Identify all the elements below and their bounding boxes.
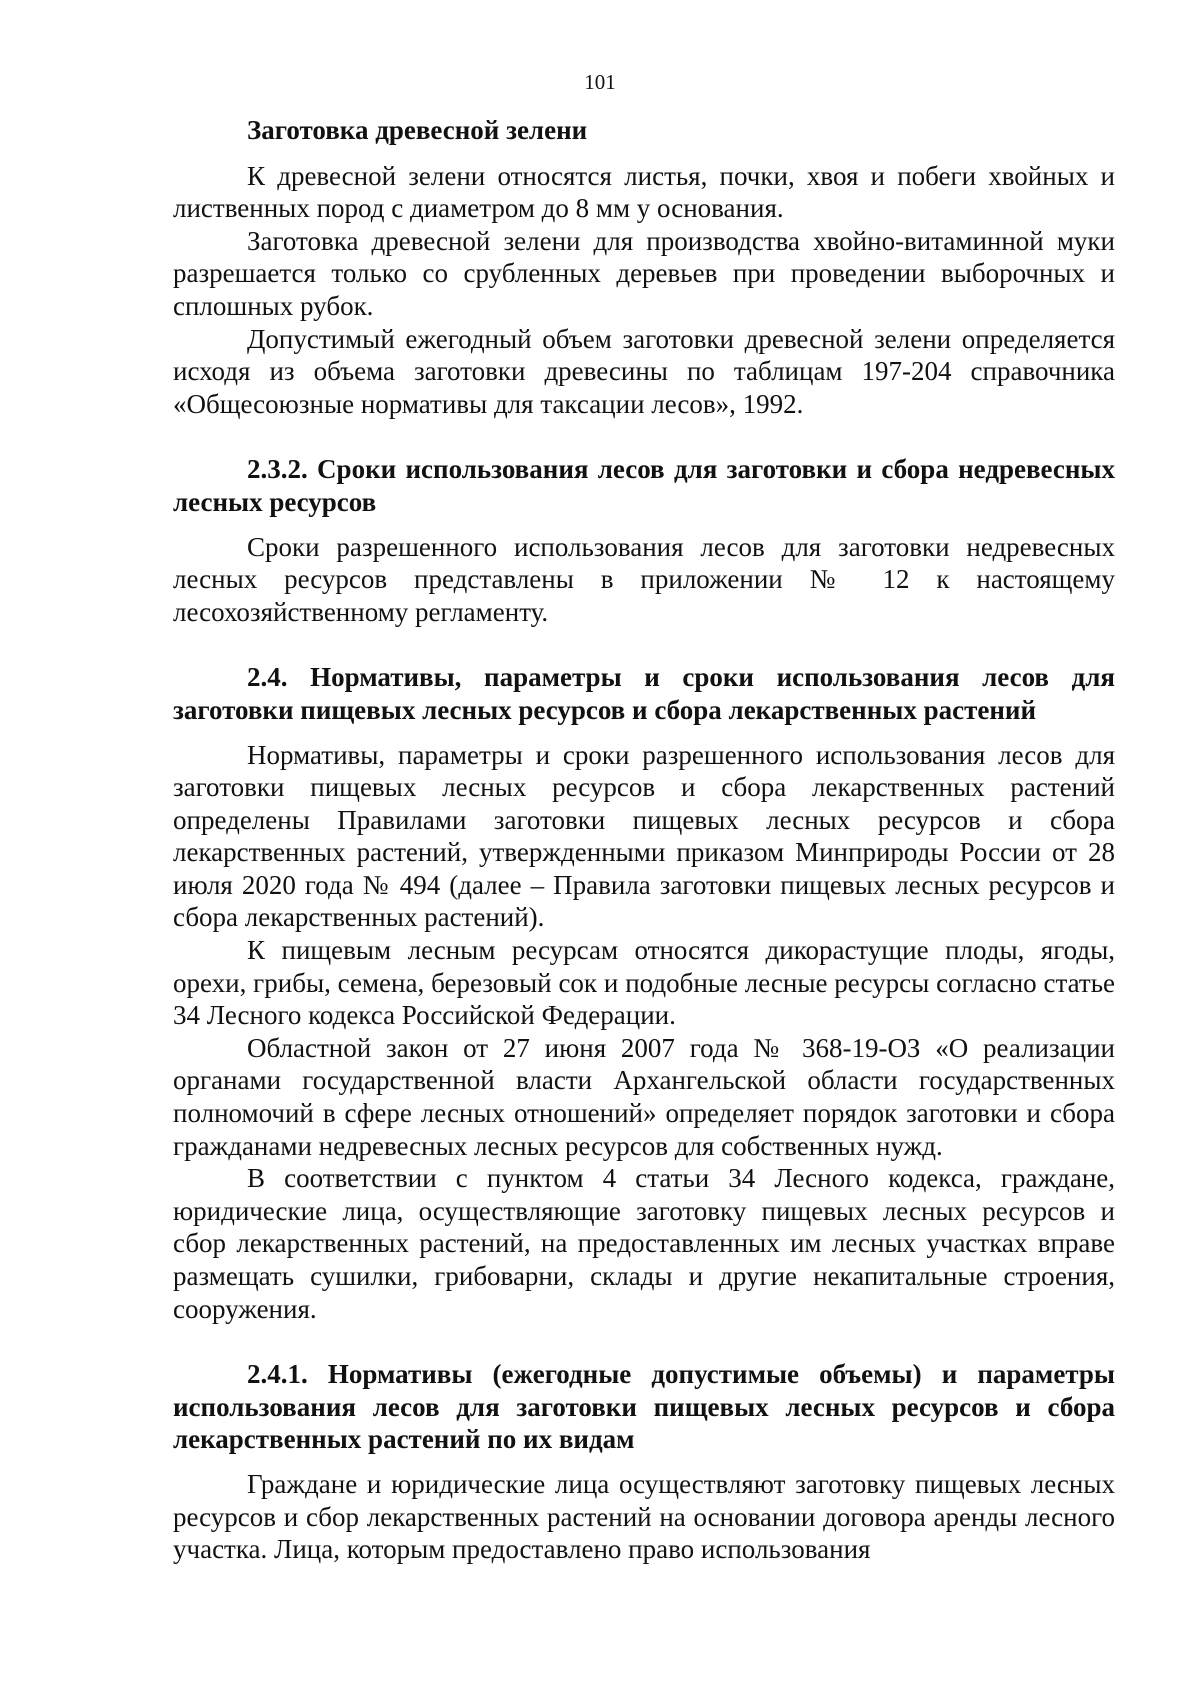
paragraph: Граждане и юридические лица осуществляют заготовку пищевых лесных ресурсов и сбор лекарственных растений на основании договора аренды лесного участка. Лица, которым предоставлено право использования (173, 1468, 1115, 1565)
paragraph: К древесной зелени относятся листья, почки, хвоя и побеги хвойных и лиственных пород с диаметром до 8 мм у основания. (173, 160, 1115, 224)
heading-section-2-3-2: 2.3.2. Сроки использования лесов для заготовки и сбора недревесных лесных ресурсов (173, 454, 1115, 517)
heading-wood-greenery: Заготовка древесной зелени (247, 115, 588, 145)
page-number: 101 (584, 70, 616, 94)
document-body (173, 114, 1115, 1566)
paragraph: Областной закон от 27 июня 2007 года № 368-19-ОЗ «О реализации органами государственной власти Архангельской области государственных полномочий в сфере лесных отношений» определяет порядок заготовки и сбора гражданами недревесных лесных ресурсов для собственных нужд. (173, 1032, 1115, 1161)
paragraph: В соответствии с пунктом 4 статьи 34 Лесного кодекса, граждане, юридические лица, осуществляющие заготовку пищевых лесных ресурсов и сбор лекарственных растений, на предоставленных им лесных участках вправе размещать сушилки, грибоварни, склады и другие некапитальные строения, сооружения. (173, 1163, 1115, 1324)
paragraph: К пищевым лесным ресурсам относятся дикорастущие плоды, ягоды, орехи, грибы, семена, березовый сок и подобные лесные ресурсы согласно статье 34 Лесного кодекса Российской Федерации. (173, 935, 1115, 1031)
paragraph: Сроки разрешенного использования лесов для заготовки недревесных лесных ресурсов представлены в приложении № 12 к настоящему лесохозяйственному регламенту. (173, 531, 1115, 627)
paragraph: Заготовка древесной зелени для производства хвойно-витаминной муки разрешается только со срубленных деревьев при проведении выборочных и сплошных рубок. (173, 225, 1115, 321)
heading-section-2-4: 2.4. Нормативы, параметры и сроки использования лесов для заготовки пищевых лесных ресурсов и сбора лекарственных растений (173, 662, 1115, 725)
paragraph: Нормативы, параметры и сроки разрешенного использования лесов для заготовки пищевых лесных ресурсов и сбора лекарственных растений определены Правилами заготовки пищевых лесных ресурсов и сбора лекарственных растений, утвержденными приказом Минприроды России от 28 июля 2020 года № 494 (далее – Правила заготовки пищевых лесных ресурсов и сбора лекарственных растений). (173, 739, 1115, 933)
paragraph: Допустимый ежегодный объем заготовки древесной зелени определяется исходя из объема заготовки древесины по таблицам 197-204 справочника «Общесоюзные нормативы для таксации лесов», 1992. (173, 323, 1115, 419)
heading-section-2-4-1: 2.4.1. Нормативы (ежегодные допустимые объемы) и параметры использования лесов для заготовки пищевых лесных ресурсов и сбора лекарственных растений по их видам (173, 1359, 1115, 1455)
